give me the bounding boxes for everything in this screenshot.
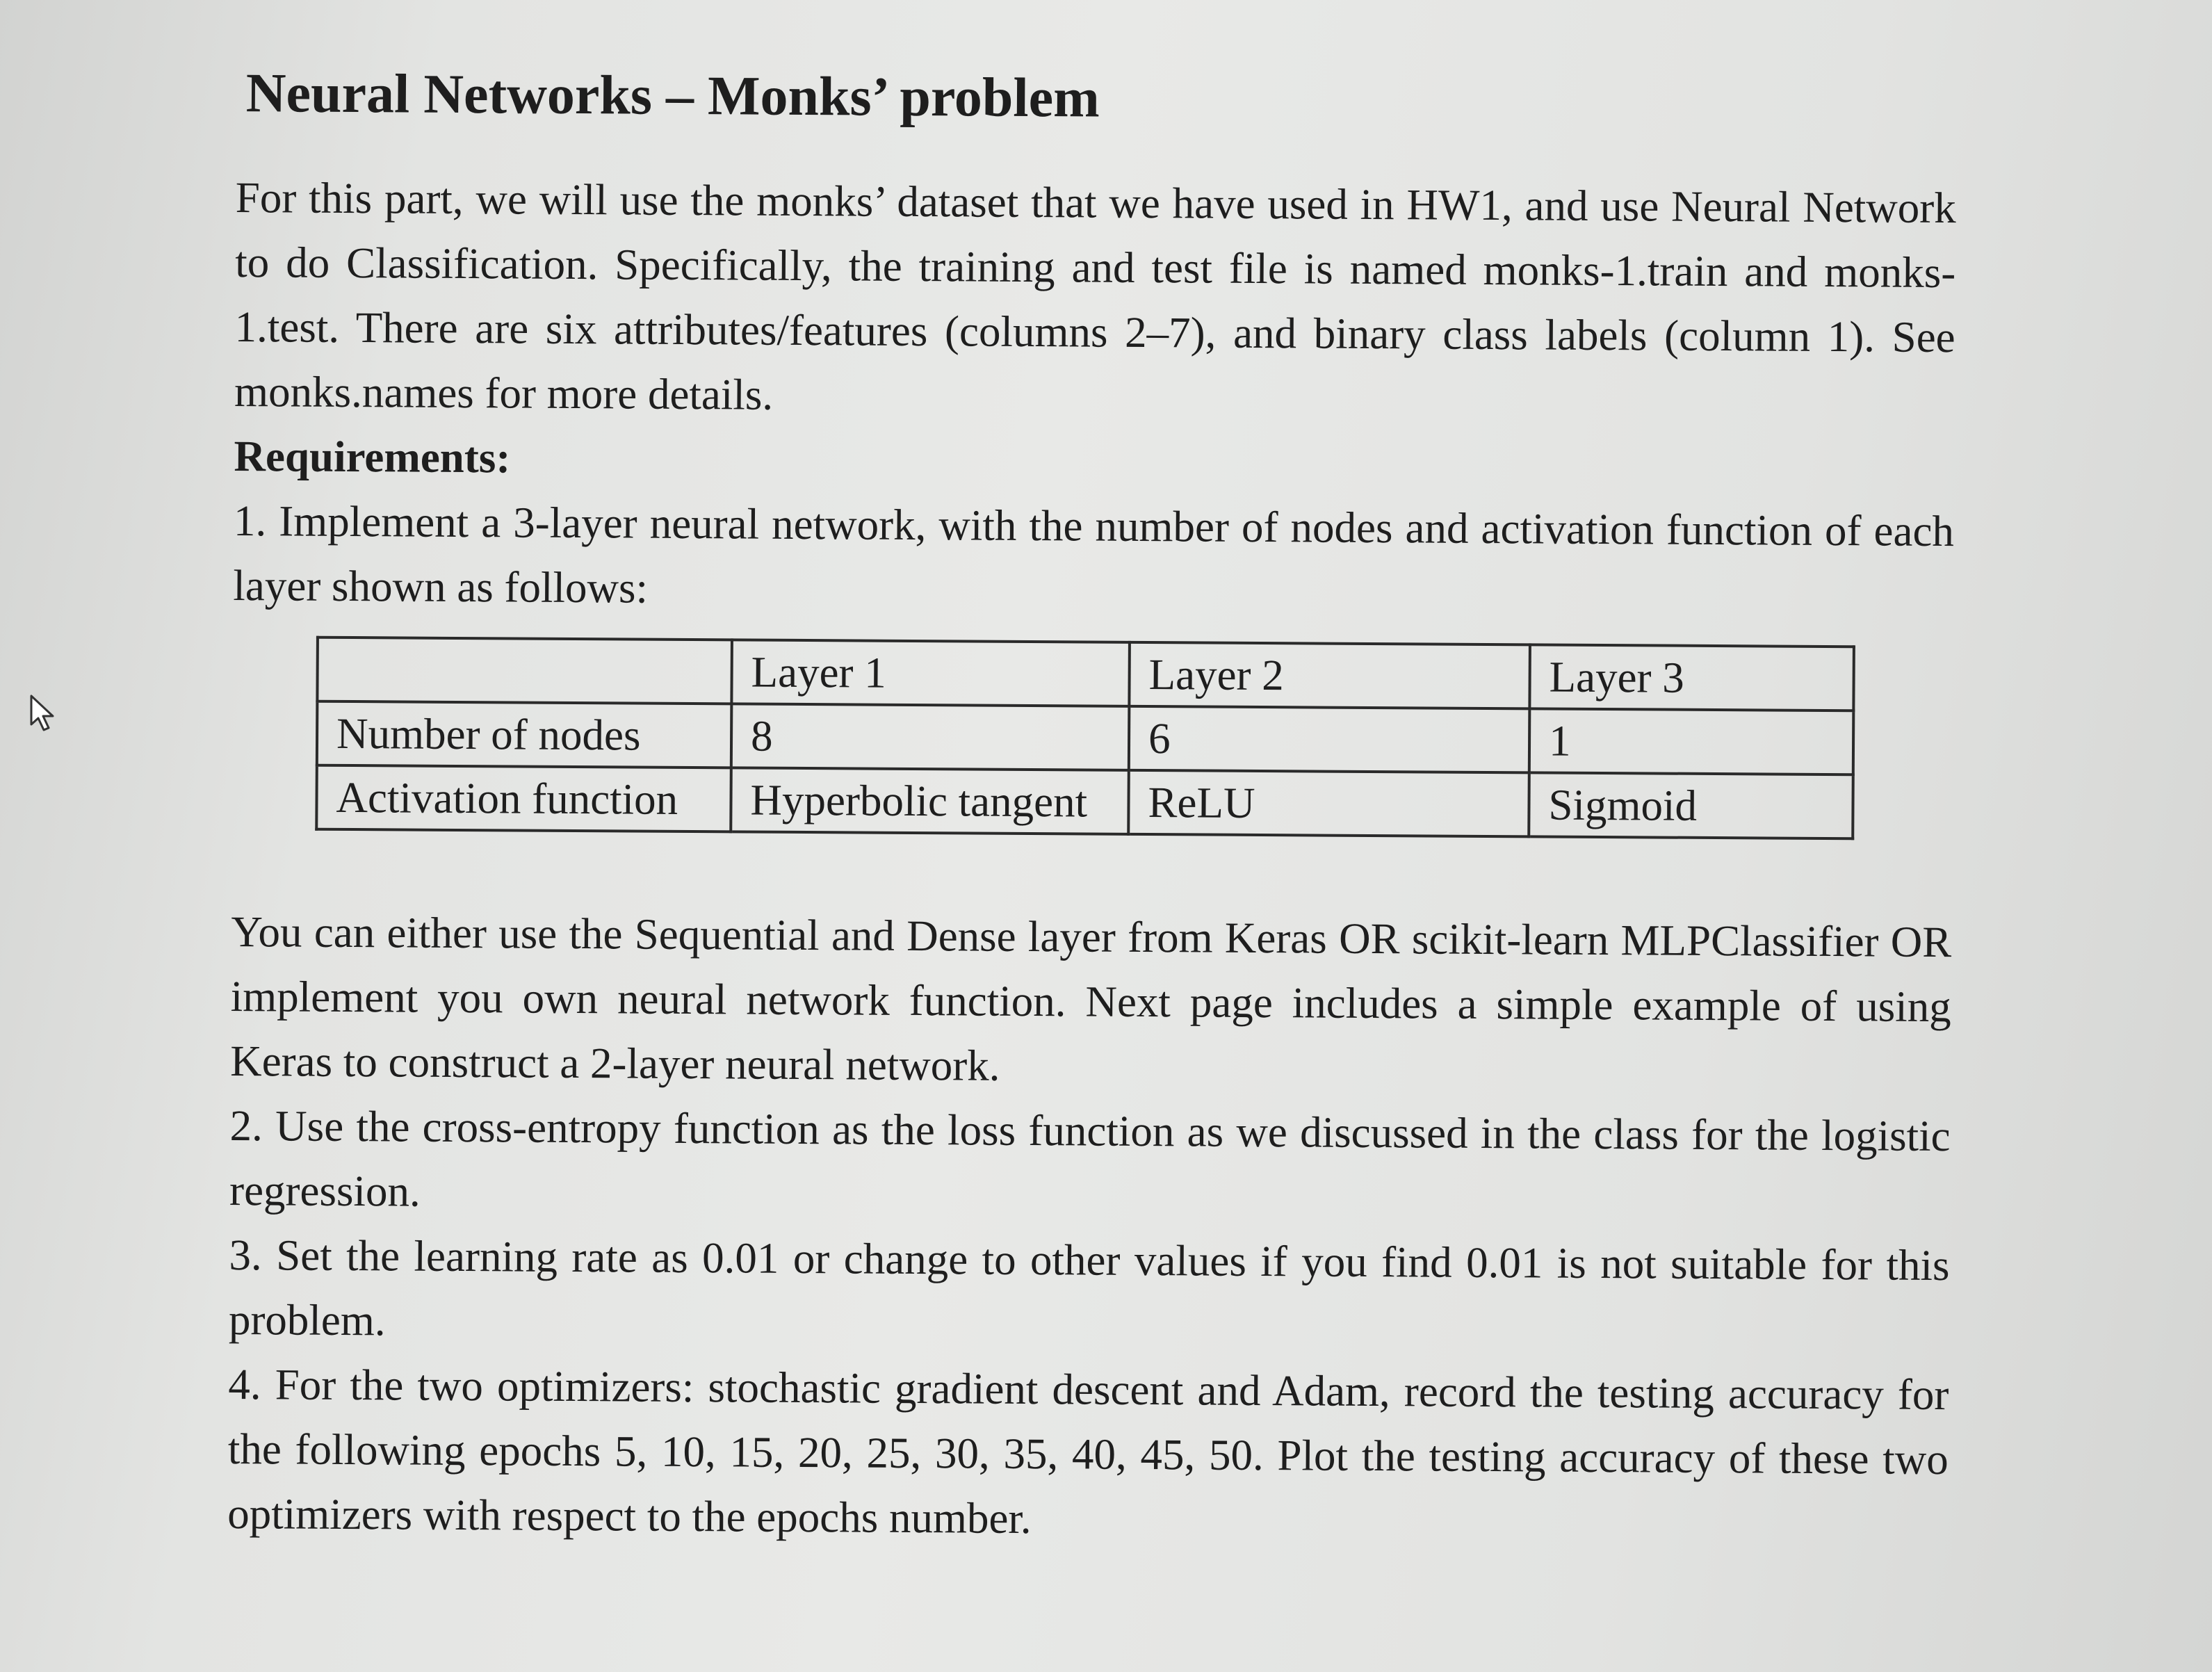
- table-row: [316, 765, 1853, 838]
- layer-spec-table: [315, 636, 1855, 841]
- table-header-cell: [317, 638, 732, 704]
- document-title: Neural Networks – Monks’ problem: [245, 63, 1100, 129]
- mouse-pointer-icon: [29, 694, 58, 733]
- intro-paragraph: For this part, we will use the monks’ dataset that we have used in HW1, and use Neural Network to do Classification. Specifically, the training and test file is named monks-1.train and monks-1.test. There are six attributes/features (columns 2–7), and binary class labels (column 1). See monks.names for more details.: [234, 172, 1956, 419]
- table-header-cell: Layer 3: [1529, 644, 1854, 711]
- table-header-cell: Layer 1: [731, 640, 1130, 706]
- table-row: [317, 701, 1854, 774]
- requirement-item-3: 3. Set the learning rate as 0.01 or change to other values if you find 0.01 is not suitable for this problem.: [228, 1230, 1950, 1345]
- requirement-item-1: 1. Implement a 3-layer neural network, with the number of nodes and activation function of each layer shown as follows:: [233, 496, 1955, 612]
- table-cell: 6: [1129, 706, 1530, 773]
- table-header-row: [317, 638, 1854, 711]
- table-cell: Number of nodes: [317, 701, 732, 768]
- table-cell: Activation function: [316, 765, 731, 832]
- table-header-cell: Layer 2: [1129, 642, 1530, 709]
- table-cell: Sigmoid: [1529, 772, 1853, 838]
- document-page: [227, 63, 1960, 1557]
- requirements-heading: Requirements:: [234, 431, 511, 482]
- requirement-item-2: 2. Use the cross-entropy function as the loss function as we discussed in the class for the logistic regression.: [229, 1101, 1951, 1216]
- table-cell: 1: [1529, 708, 1854, 774]
- keras-note-paragraph: You can either use the Sequential and Dense layer from Keras OR scikit-learn MLPClassifier OR implement you own neural network function. Next page includes a simple example of using Keras to construct a 2-layer neural network.: [230, 907, 1952, 1090]
- table-cell: ReLU: [1128, 770, 1529, 837]
- table-cell: 8: [731, 704, 1130, 770]
- table-cell: Hyperbolic tangent: [731, 768, 1129, 834]
- requirement-item-4: 4. For the two optimizers: stochastic gradient descent and Adam, record the testing accuracy for the following epochs 5, 10, 15, 20, 25, 30, 35, 40, 45, 50. Plot the testing accuracy of these two optimizers with respect to the epochs number.: [227, 1359, 1949, 1543]
